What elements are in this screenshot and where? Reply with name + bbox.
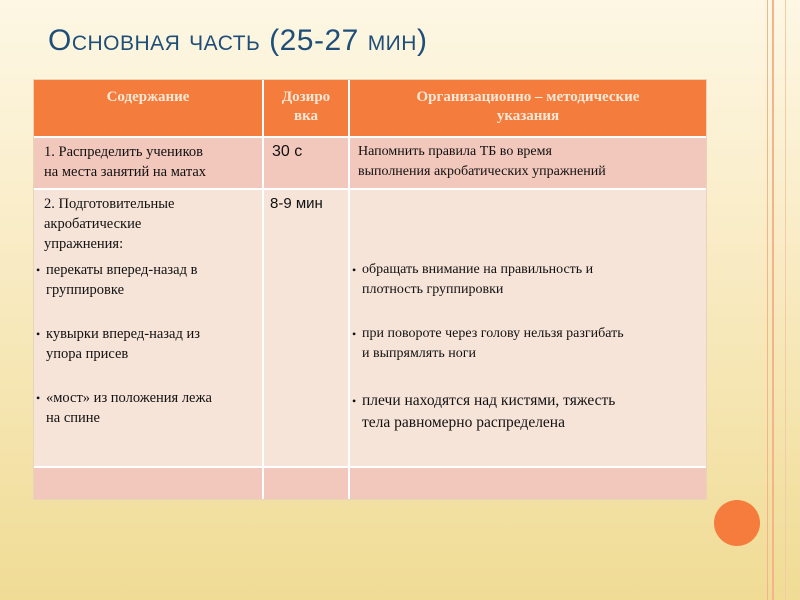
bullet-icon: • xyxy=(352,327,357,341)
slide-border-line xyxy=(772,0,774,600)
row2-content-intro-line: 2. Подготовительные xyxy=(44,196,175,212)
list-item-line: и выпрямлять ноги xyxy=(362,346,476,361)
row1-content-line: на места занятий на матах xyxy=(44,164,207,180)
bullet-icon: • xyxy=(36,263,41,277)
row1-notes-line: Напомнить правила ТБ во время xyxy=(358,144,552,159)
header-dosage xyxy=(264,80,348,136)
header-content-line: Содержание xyxy=(106,89,190,105)
list-item-line: на спине xyxy=(46,410,100,426)
list-item-line: плотность группировки xyxy=(362,282,504,297)
list-item xyxy=(36,324,260,364)
row2-content xyxy=(34,190,262,466)
row1-content xyxy=(34,138,262,188)
list-item-line: обращать внимание на правильность и xyxy=(362,262,594,277)
list-item-line: «мост» из положения лежа xyxy=(46,390,212,406)
row1-dosage xyxy=(264,138,348,188)
list-item-line: упора присев xyxy=(46,346,129,362)
bullet-icon: • xyxy=(352,263,357,277)
row2-dosage xyxy=(264,190,348,466)
row1-notes xyxy=(350,138,706,188)
list-item-line: перекаты вперед-назад в xyxy=(46,262,198,278)
table-divider xyxy=(348,80,350,499)
header-dosage-line: вка xyxy=(293,108,319,124)
list-item xyxy=(352,324,704,364)
list-item-line: при повороте через голову нельзя разгибать xyxy=(362,326,624,341)
row3-notes xyxy=(350,468,706,499)
header-content xyxy=(34,80,262,136)
table-divider xyxy=(34,188,706,190)
slide-title: Основная часть (25-27 мин) xyxy=(48,24,428,57)
bullet-icon: • xyxy=(36,327,41,341)
row3-dosage xyxy=(264,468,348,499)
table-divider xyxy=(34,466,706,468)
list-item xyxy=(352,390,704,434)
table-divider xyxy=(34,136,706,138)
list-item-line: кувырки вперед-назад из xyxy=(46,326,200,342)
decorative-circle-icon xyxy=(714,500,760,546)
list-item-line: группировке xyxy=(46,282,125,298)
lesson-table xyxy=(34,80,706,499)
row1-notes-line: выполнения акробатических упражнений xyxy=(358,164,606,179)
row1-content-line: 1. Распределить учеников xyxy=(44,144,203,160)
list-item-line: плечи находятся над кистями, тяжесть xyxy=(362,392,616,409)
header-notes xyxy=(350,80,706,136)
row2-dosage-value: 8-9 мин xyxy=(270,195,323,212)
bullet-icon: • xyxy=(352,394,357,408)
row2-content-intro-line: упражнения: xyxy=(44,236,124,252)
list-item xyxy=(36,388,260,428)
row1-dosage-value: 30 с xyxy=(272,143,303,160)
list-item-line: тела равномерно распределена xyxy=(362,414,565,431)
header-notes-line: указания xyxy=(496,108,560,124)
list-item xyxy=(352,260,704,300)
slide-border-line xyxy=(767,0,768,600)
row3-content xyxy=(34,468,262,499)
bullet-icon: • xyxy=(36,391,41,405)
table-divider xyxy=(262,80,264,499)
header-dosage-line: Дозиро xyxy=(281,89,331,105)
list-item xyxy=(36,260,260,300)
row2-notes xyxy=(350,190,706,466)
row2-content-intro-line: акробатические xyxy=(44,216,142,232)
header-notes-line: Организационно – методические xyxy=(416,89,640,105)
slide-border-line xyxy=(785,0,786,600)
